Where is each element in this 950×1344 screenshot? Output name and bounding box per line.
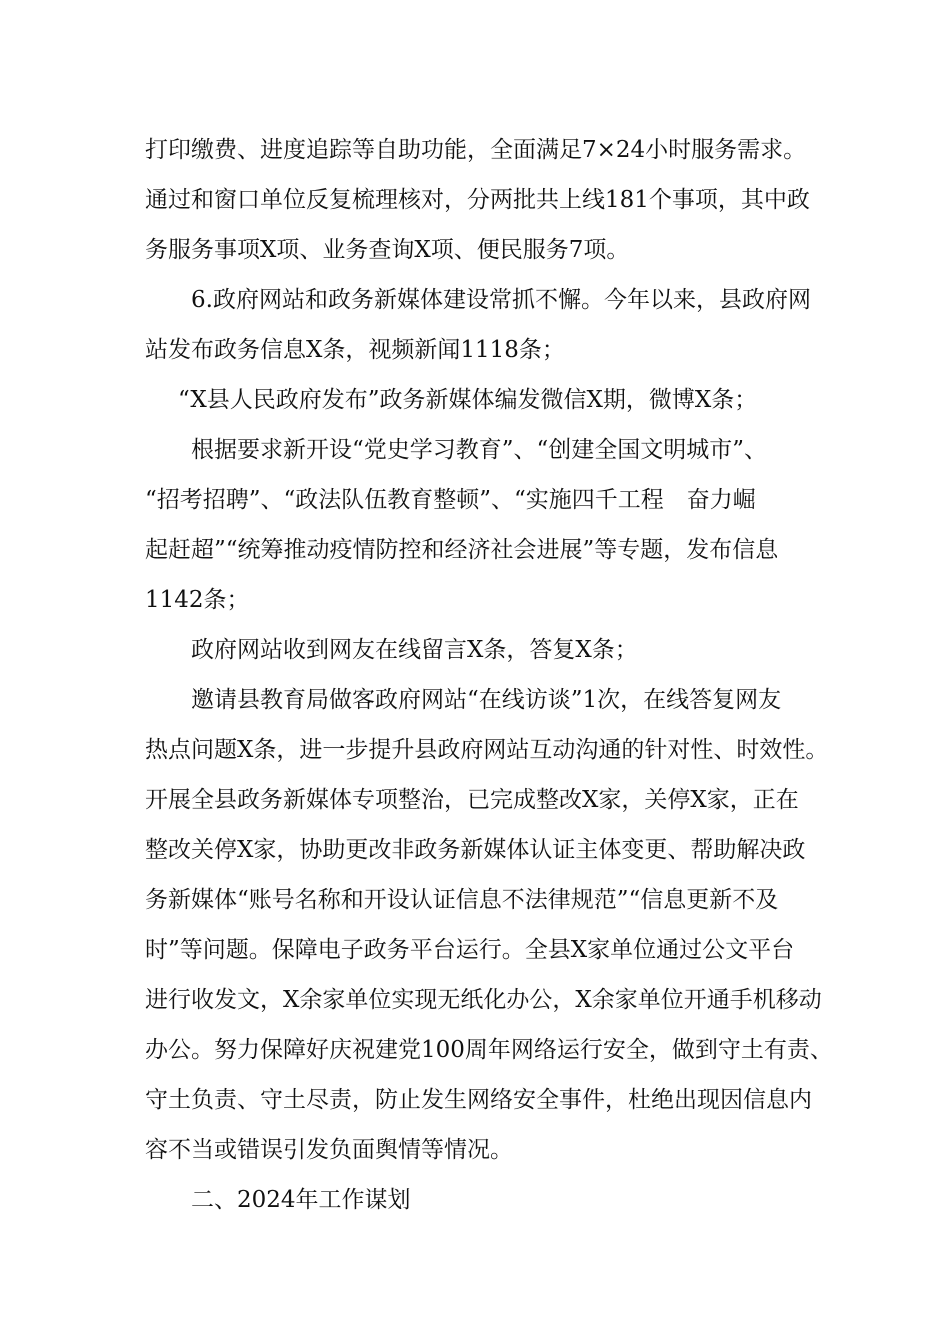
text-line: 热点问题X条，进一步提升县政府网站互动沟通的针对性、时效性。 bbox=[145, 737, 829, 763]
text-line: 邀请县教育局做客政府网站“在线访谈”1次，在线答复网友 bbox=[191, 687, 782, 713]
text-line: 站发布政务信息X条，视频新闻1118条； bbox=[145, 337, 565, 363]
text-line: 整改关停X家，协助更改非政务新媒体认证主体变更、帮助解决政 bbox=[145, 837, 806, 863]
text-line: 通过和窗口单位反复梳理核对，分两批共上线181个事项，其中政 bbox=[145, 187, 810, 213]
text-line: “招考招聘”、“政法队伍教育整顿”、“实施四千工程 奋力崛 bbox=[145, 487, 756, 513]
text-line: 守土负责、守土尽责，防止发生网络安全事件，杜绝出现因信息内 bbox=[145, 1087, 812, 1113]
text-line: 时”等问题。保障电子政务平台运行。全县X家单位通过公文平台 bbox=[145, 937, 795, 963]
text-line: 容不当或错误引发负面舆情等情况。 bbox=[145, 1137, 513, 1163]
text-line: 打印缴费、进度追踪等自助功能，全面满足7×24小时服务需求。 bbox=[145, 137, 807, 163]
text-line: 1142条； bbox=[145, 587, 250, 613]
text-line: 开展全县政务新媒体专项整治，已完成整改X家，关停X家，正在 bbox=[145, 787, 799, 813]
text-line: 根据要求新开设“党史学习教育”、“创建全国文明城市”、 bbox=[191, 437, 768, 463]
text-line: “X县人民政府发布”政务新媒体编发微信X期，微博X条； bbox=[178, 387, 758, 413]
text-line: 办公。努力保障好庆祝建党100周年网络运行安全，做到守土有责、 bbox=[145, 1037, 833, 1063]
text-line: 政府网站收到网友在线留言X条，答复X条； bbox=[191, 637, 638, 663]
text-line: 6.政府网站和政务新媒体建设常抓不懈。今年以来，县政府网 bbox=[191, 287, 811, 313]
text-line: 进行收发文，X余家单位实现无纸化办公，X余家单位开通手机移动 bbox=[145, 987, 822, 1013]
text-line: 务新媒体“账号名称和开设认证信息不法律规范”“信息更新不及 bbox=[145, 887, 779, 913]
text-line: 务服务事项X项、业务查询X项、便民服务7项。 bbox=[145, 237, 630, 263]
text-line: 起赶超”“统筹推动疫情防控和经济社会进展”等专题，发布信息 bbox=[145, 537, 779, 563]
section-heading: 二、2024年工作谋划 bbox=[191, 1187, 411, 1213]
